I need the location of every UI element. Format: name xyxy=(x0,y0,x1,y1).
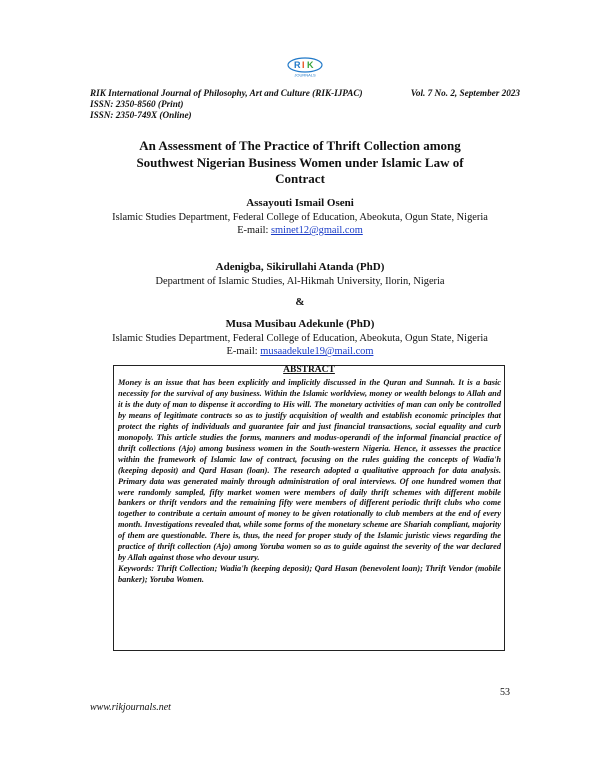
email-label: E-mail: xyxy=(237,225,271,236)
footer-url: www.rikjournals.net xyxy=(90,702,171,713)
title-line: Southwest Nigerian Business Women under Islamic Law of xyxy=(136,154,464,170)
logo-subtext: JOURNALS xyxy=(294,72,316,78)
author-affiliation: Islamic Studies Department, Federal College of Education, Abeokuta, Ogun State, Nigeria xyxy=(112,211,488,223)
author-name: Musa Musibau Adekunle (PhD) xyxy=(225,318,375,330)
author-name: Adenigba, Sikirullahi Atanda (PhD) xyxy=(215,261,385,273)
logo-letter-i: I xyxy=(302,60,305,70)
abstract-heading: ABSTRACT xyxy=(283,365,335,375)
journal-volume: Vol. 7 No. 2, September 2023 xyxy=(410,88,520,98)
author-separator: & xyxy=(295,296,305,308)
title-line: An Assessment of The Practice of Thrift Collection among xyxy=(139,138,461,153)
author-block-2 xyxy=(60,261,540,288)
author-email-line xyxy=(60,224,540,238)
page-number: 53 xyxy=(500,687,510,698)
author-affiliation: Islamic Studies Department, Federal College of Education, Abeokuta, Ogun State, Nigeria xyxy=(112,332,488,344)
journal-logo xyxy=(285,56,325,78)
abstract-text xyxy=(118,378,501,586)
abstract-keywords: Keywords: Thrift Collection; Wadia'h (keeping deposit); Qard Hasan (benevolent loan); Thrift Vendor (mobile banker); Yoruba Women. xyxy=(118,564,501,585)
author-block-1 xyxy=(60,197,540,238)
paper-title xyxy=(100,138,500,188)
author-name: Assayouti Ismail Oseni xyxy=(246,197,354,209)
issn-print: ISSN: 2350-8560 (Print) xyxy=(90,99,184,109)
issn-online: ISSN: 2350-749X (Online) xyxy=(90,110,192,120)
author-affiliation: Department of Islamic Studies, Al-Hikmah University, Ilorin, Nigeria xyxy=(155,275,445,287)
email-label: E-mail: xyxy=(226,346,261,357)
journal-name: RIK International Journal of Philosophy, Art and Culture (RIK-IJPAC) xyxy=(90,88,363,98)
author-email-link[interactable]: musaadekule19@mail.com xyxy=(260,346,374,357)
journal-header xyxy=(90,88,520,121)
logo-letter-r: R xyxy=(294,60,301,70)
logo-letter-k: K xyxy=(307,60,314,70)
author-email-line xyxy=(60,345,540,359)
author-email-link[interactable]: sminet12@gmail.com xyxy=(270,225,363,236)
author-block-3 xyxy=(60,318,540,359)
abstract-body: Money is an issue that has been explicitly and implicitly discussed in the Quran and Sunnah. It is a basic necessity for the survival of any business. Within the Islamic worldview, money or wealth belongs to Allah and it is the duty of man to dispense it according to His will. The monetary activities of man can only be controlled by means of legitimate contracts so as to justify acquisition of wealth and establish economic principles that protect the rights of individuals and guarantee fair and just financial transactions, social equality and curb monopoly. This article studies the forms, manners and modus-operandi of the informal financial practice of thrift collections (Ajo) among business women in the South-western Nigeria. Hence, it assesses the practice within the framework of Islamic law of contract, focusing on the rules guiding the concepts of Wadia'h (keeping deposit) and Qard Hasan (loan). The research adopted a qualitative approach for data analysis. Primary data was generated mainly through administration of oral interviews. Of one hundred women that were randomly sampled, fifty market women were members of daily thrift schemes with different mobile bankers or thrift vendors and the remaining fifty were members of different periodic thrift clubs who come together to contribute a certain amount of money to be given rotationally to club members at the end of every month. Investigations revealed that, while some forms of the monetary scheme are Shariah compliant, majority of them are questionable. There is, thus, the need for proper study of the Islamic juristic views regarding the practice of thrift collection (Ajo) among Yoruba women so as to guide against the severity of the war declared by Allah against those who devour usury. xyxy=(118,378,501,563)
title-line: Contract xyxy=(275,171,325,186)
